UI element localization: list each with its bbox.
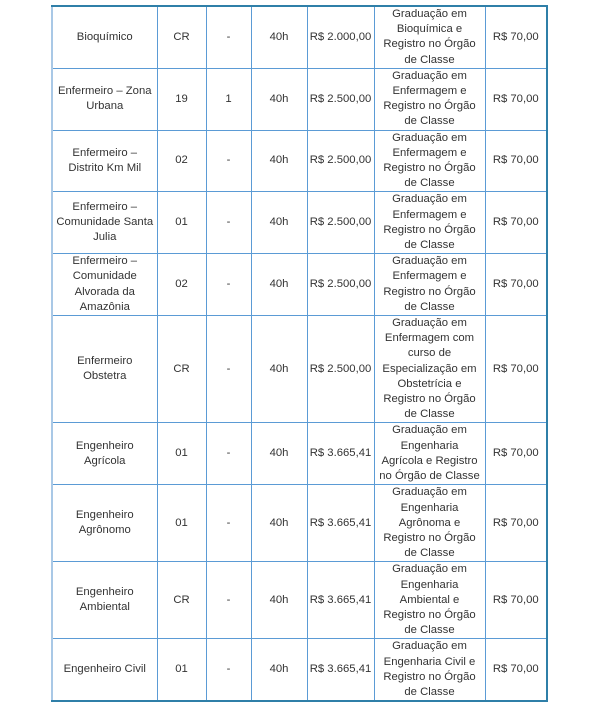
salario-cell: R$ 3.665,41 xyxy=(307,423,374,485)
vagas-cell: 01 xyxy=(157,192,206,254)
salario-cell: R$ 2.500,00 xyxy=(307,316,374,423)
table-row xyxy=(52,254,547,316)
carga-cell: 40h xyxy=(251,639,307,701)
salario-cell: R$ 2.500,00 xyxy=(307,192,374,254)
table-row xyxy=(52,68,547,130)
table-row xyxy=(52,316,547,423)
requisito-cell: Graduação em Enfermagem e Registro no Órgão de Classe xyxy=(374,130,485,192)
vacancies-table xyxy=(51,5,548,702)
pcd-cell: - xyxy=(206,562,251,639)
table-row xyxy=(52,6,547,68)
carga-cell: 40h xyxy=(251,316,307,423)
taxa-cell: R$ 70,00 xyxy=(485,254,547,316)
taxa-cell: R$ 70,00 xyxy=(485,192,547,254)
taxa-cell: R$ 70,00 xyxy=(485,485,547,562)
requisito-cell: Graduação em Engenharia Ambiental e Registro no Órgão de Classe xyxy=(374,562,485,639)
requisito-cell: Graduação em Bioquímica e Registro no Órgão de Classe xyxy=(374,6,485,68)
table-row xyxy=(52,423,547,485)
cargo-cell: Engenheiro Civil xyxy=(52,639,157,701)
salario-cell: R$ 2.000,00 xyxy=(307,6,374,68)
requisito-cell: Graduação em Engenharia Agrícola e Registro no Órgão de Classe xyxy=(374,423,485,485)
salario-cell: R$ 3.665,41 xyxy=(307,562,374,639)
salario-cell: R$ 3.665,41 xyxy=(307,639,374,701)
vagas-cell: CR xyxy=(157,316,206,423)
vagas-cell: 01 xyxy=(157,423,206,485)
salario-cell: R$ 2.500,00 xyxy=(307,130,374,192)
vagas-cell: 02 xyxy=(157,130,206,192)
table-row xyxy=(52,562,547,639)
pcd-cell: - xyxy=(206,254,251,316)
cargo-cell: Bioquímico xyxy=(52,6,157,68)
cargo-cell: Enfermeiro – Zona Urbana xyxy=(52,68,157,130)
carga-cell: 40h xyxy=(251,562,307,639)
carga-cell: 40h xyxy=(251,254,307,316)
vagas-cell: 01 xyxy=(157,639,206,701)
taxa-cell: R$ 70,00 xyxy=(485,68,547,130)
carga-cell: 40h xyxy=(251,68,307,130)
carga-cell: 40h xyxy=(251,6,307,68)
vagas-cell: 02 xyxy=(157,254,206,316)
salario-cell: R$ 2.500,00 xyxy=(307,254,374,316)
taxa-cell: R$ 70,00 xyxy=(485,316,547,423)
carga-cell: 40h xyxy=(251,485,307,562)
carga-cell: 40h xyxy=(251,423,307,485)
requisito-cell: Graduação em Engenharia Civil e Registro no Órgão de Classe xyxy=(374,639,485,701)
vagas-cell: 19 xyxy=(157,68,206,130)
cargo-cell: Engenheiro Agrônomo xyxy=(52,485,157,562)
cargo-cell: Enfermeiro – Comunidade Alvorada da Amazônia xyxy=(52,254,157,316)
taxa-cell: R$ 70,00 xyxy=(485,130,547,192)
cargo-cell: Enfermeiro – Distrito Km Mil xyxy=(52,130,157,192)
pcd-cell: - xyxy=(206,6,251,68)
cargo-cell: Engenheiro Ambiental xyxy=(52,562,157,639)
carga-cell: 40h xyxy=(251,192,307,254)
taxa-cell: R$ 70,00 xyxy=(485,639,547,701)
table-row xyxy=(52,639,547,701)
cargo-cell: Enfermeiro – Comunidade Santa Julia xyxy=(52,192,157,254)
cargo-cell: Engenheiro Agrícola xyxy=(52,423,157,485)
table-row xyxy=(52,192,547,254)
vagas-cell: CR xyxy=(157,562,206,639)
taxa-cell: R$ 70,00 xyxy=(485,423,547,485)
table-row xyxy=(52,485,547,562)
vagas-cell: 01 xyxy=(157,485,206,562)
requisito-cell: Graduação em Enfermagem e Registro no Órgão de Classe xyxy=(374,254,485,316)
pcd-cell: - xyxy=(206,130,251,192)
salario-cell: R$ 3.665,41 xyxy=(307,485,374,562)
salario-cell: R$ 2.500,00 xyxy=(307,68,374,130)
pcd-cell: 1 xyxy=(206,68,251,130)
vagas-cell: CR xyxy=(157,6,206,68)
pcd-cell: - xyxy=(206,316,251,423)
requisito-cell: Graduação em Engenharia Agrônoma e Registro no Órgão de Classe xyxy=(374,485,485,562)
pcd-cell: - xyxy=(206,485,251,562)
pcd-cell: - xyxy=(206,423,251,485)
pcd-cell: - xyxy=(206,639,251,701)
requisito-cell: Graduação em Enfermagem e Registro no Órgão de Classe xyxy=(374,192,485,254)
table-row xyxy=(52,130,547,192)
taxa-cell: R$ 70,00 xyxy=(485,6,547,68)
cargo-cell: Enfermeiro Obstetra xyxy=(52,316,157,423)
carga-cell: 40h xyxy=(251,130,307,192)
pcd-cell: - xyxy=(206,192,251,254)
requisito-cell: Graduação em Enfermagem com curso de Especialização em Obstetrícia e Registro no Órgão de Classe xyxy=(374,316,485,423)
requisito-cell: Graduação em Enfermagem e Registro no Órgão de Classe xyxy=(374,68,485,130)
taxa-cell: R$ 70,00 xyxy=(485,562,547,639)
